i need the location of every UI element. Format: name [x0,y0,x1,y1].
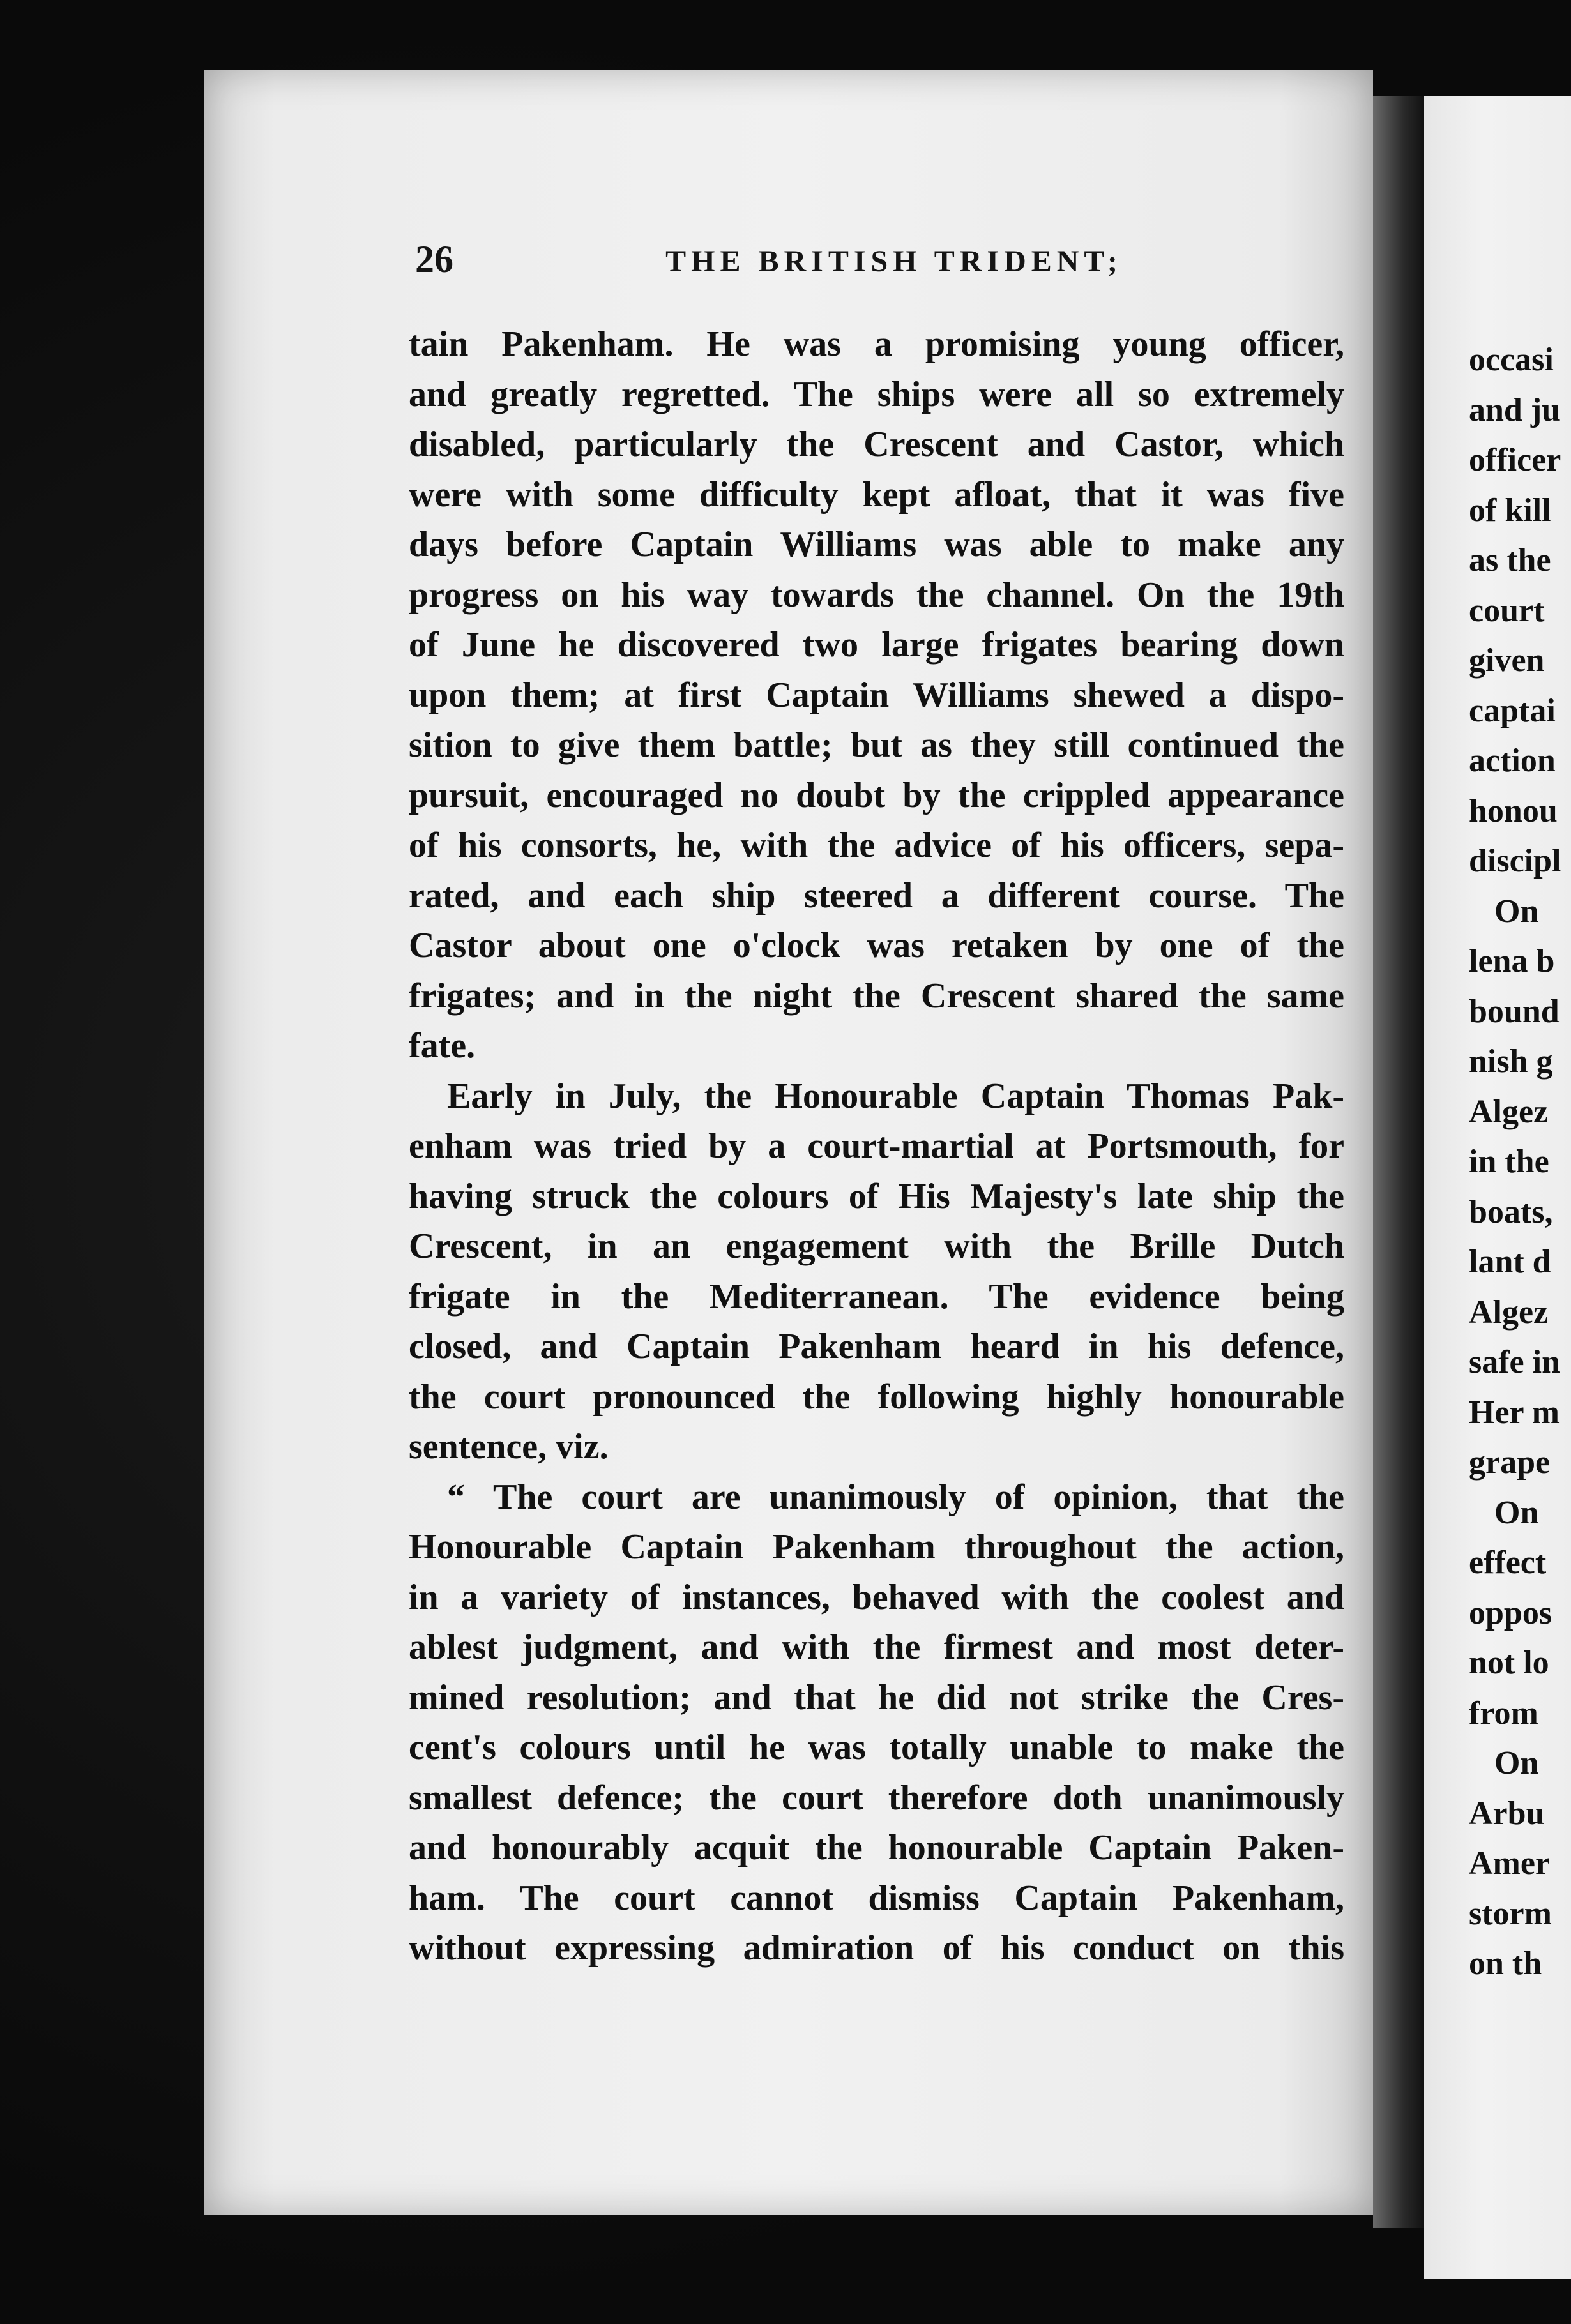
text-line: sition to give them battle; but as they still continued the [409,725,1344,765]
text-line: disabled, particularly the Crescent and Castor, which [409,425,1344,464]
text-line: enham was tried by a court-martial at Portsmouth, for [409,1126,1344,1166]
right-page-partial-text [1469,335,1571,1989]
text-line: progress on his way towards the channel. On the 19th [409,575,1344,615]
text-line: days before Captain Williams was able to make any [409,525,1344,564]
right-text-line: from [1469,1694,1538,1732]
text-line: without expressing admiration of his conduct on this [409,1928,1344,1968]
book-gutter [1373,96,1424,2228]
right-text-line: on th [1469,1945,1542,1982]
quote-start-line: “ The court are unanimously of opinion, that the [447,1477,1344,1517]
right-text-line: On [1494,1745,1539,1781]
text-line: rated, and each ship steered a different course. The [409,875,1344,916]
text-line: ham. The court cannot dismiss Captain Pakenham, [409,1878,1344,1918]
paragraph-start-line: Early in July, the Honourable Captain Thomas Pak- [447,1076,1344,1116]
text-line: frigate in the Mediterranean. The evidence being [409,1276,1344,1317]
right-text-line: grape [1469,1444,1551,1481]
right-text-line: effect [1469,1544,1547,1581]
right-text-line: Arbu [1469,1795,1545,1832]
text-line: Castor about one o'clock was retaken by one of the [409,926,1344,965]
text-line: of June he discovered two large frigates bearing down [409,625,1344,665]
right-text-line: of kill [1469,492,1551,529]
right-text-line: Amer [1469,1845,1551,1882]
text-line: smallest defence; the court therefore doth unanimously [409,1777,1344,1818]
text-line: tain Pakenham. He was a promising young officer, [409,324,1344,364]
right-text-line: lena b [1469,943,1555,979]
right-text-line: captai [1469,692,1556,729]
text-line: having struck the colours of His Majesty's late ship the [409,1176,1344,1216]
right-text-line: storm [1469,1895,1552,1932]
right-text-line: court [1469,592,1545,629]
right-text-line: not lo [1469,1645,1549,1681]
text-line: closed, and Captain Pakenham heard in his defence, [409,1327,1344,1366]
text-line: of his consorts, he, with the advice of his officers, sepa- [409,826,1344,865]
right-text-line: in the [1469,1143,1549,1180]
right-text-line: officer [1469,442,1561,478]
text-line: frigates; and in the night the Crescent shared the same [409,976,1344,1016]
right-text-line: occasi [1469,342,1554,378]
right-text-line: oppos [1469,1594,1552,1631]
right-text-line: Her m [1469,1394,1560,1431]
text-line: mined resolution; and that he did not strike the Cres- [409,1677,1344,1717]
right-text-line: boats, [1469,1193,1553,1230]
text-line: ablest judgment, and with the firmest and most deter- [409,1627,1344,1667]
text-line: in a variety of instances, behaved with the coolest and [409,1577,1344,1617]
right-text-line: as the [1469,542,1551,578]
text-line: were with some difficulty kept afloat, that it was five [409,474,1344,515]
right-text-line: action [1469,743,1556,779]
right-text-line: discipl [1469,843,1561,879]
text-line: Crescent, in an engagement with the Brille Dutch [409,1226,1344,1266]
right-text-line: and ju [1469,391,1561,428]
right-text-line: given [1469,642,1545,679]
right-text-line: nish g [1469,1043,1553,1080]
text-line: pursuit, encouraged no doubt by the crippled appearance [409,775,1344,815]
right-text-line: bound [1469,993,1560,1030]
right-text-line: Algez [1469,1093,1549,1130]
right-text-line: safe in [1469,1344,1560,1380]
right-text-line: honou [1469,792,1558,829]
text-line: fate. [409,1026,476,1066]
text-line: upon them; at first Captain Williams shewed a dispo- [409,675,1344,715]
text-line: Honourable Captain Pakenham throughout the action, [409,1527,1344,1567]
text-line: cent's colours until he was totally unable to make the [409,1728,1344,1767]
right-text-line: On [1494,1494,1539,1531]
text-line: and honourably acquit the honourable Captain Paken- [409,1828,1344,1867]
left-page-body [409,319,1344,1973]
text-line: the court pronounced the following highly honourable [409,1377,1344,1417]
right-text-line: lant d [1469,1244,1551,1280]
page-number: 26 [415,238,453,280]
right-text-line: Algez [1469,1294,1549,1331]
running-head-title: THE BRITISH TRIDENT; [665,245,1123,278]
right-text-line: On [1494,893,1539,930]
text-line: and greatly regretted. The ships were all so extremely [409,374,1344,414]
text-line: sentence, viz. [409,1427,609,1467]
